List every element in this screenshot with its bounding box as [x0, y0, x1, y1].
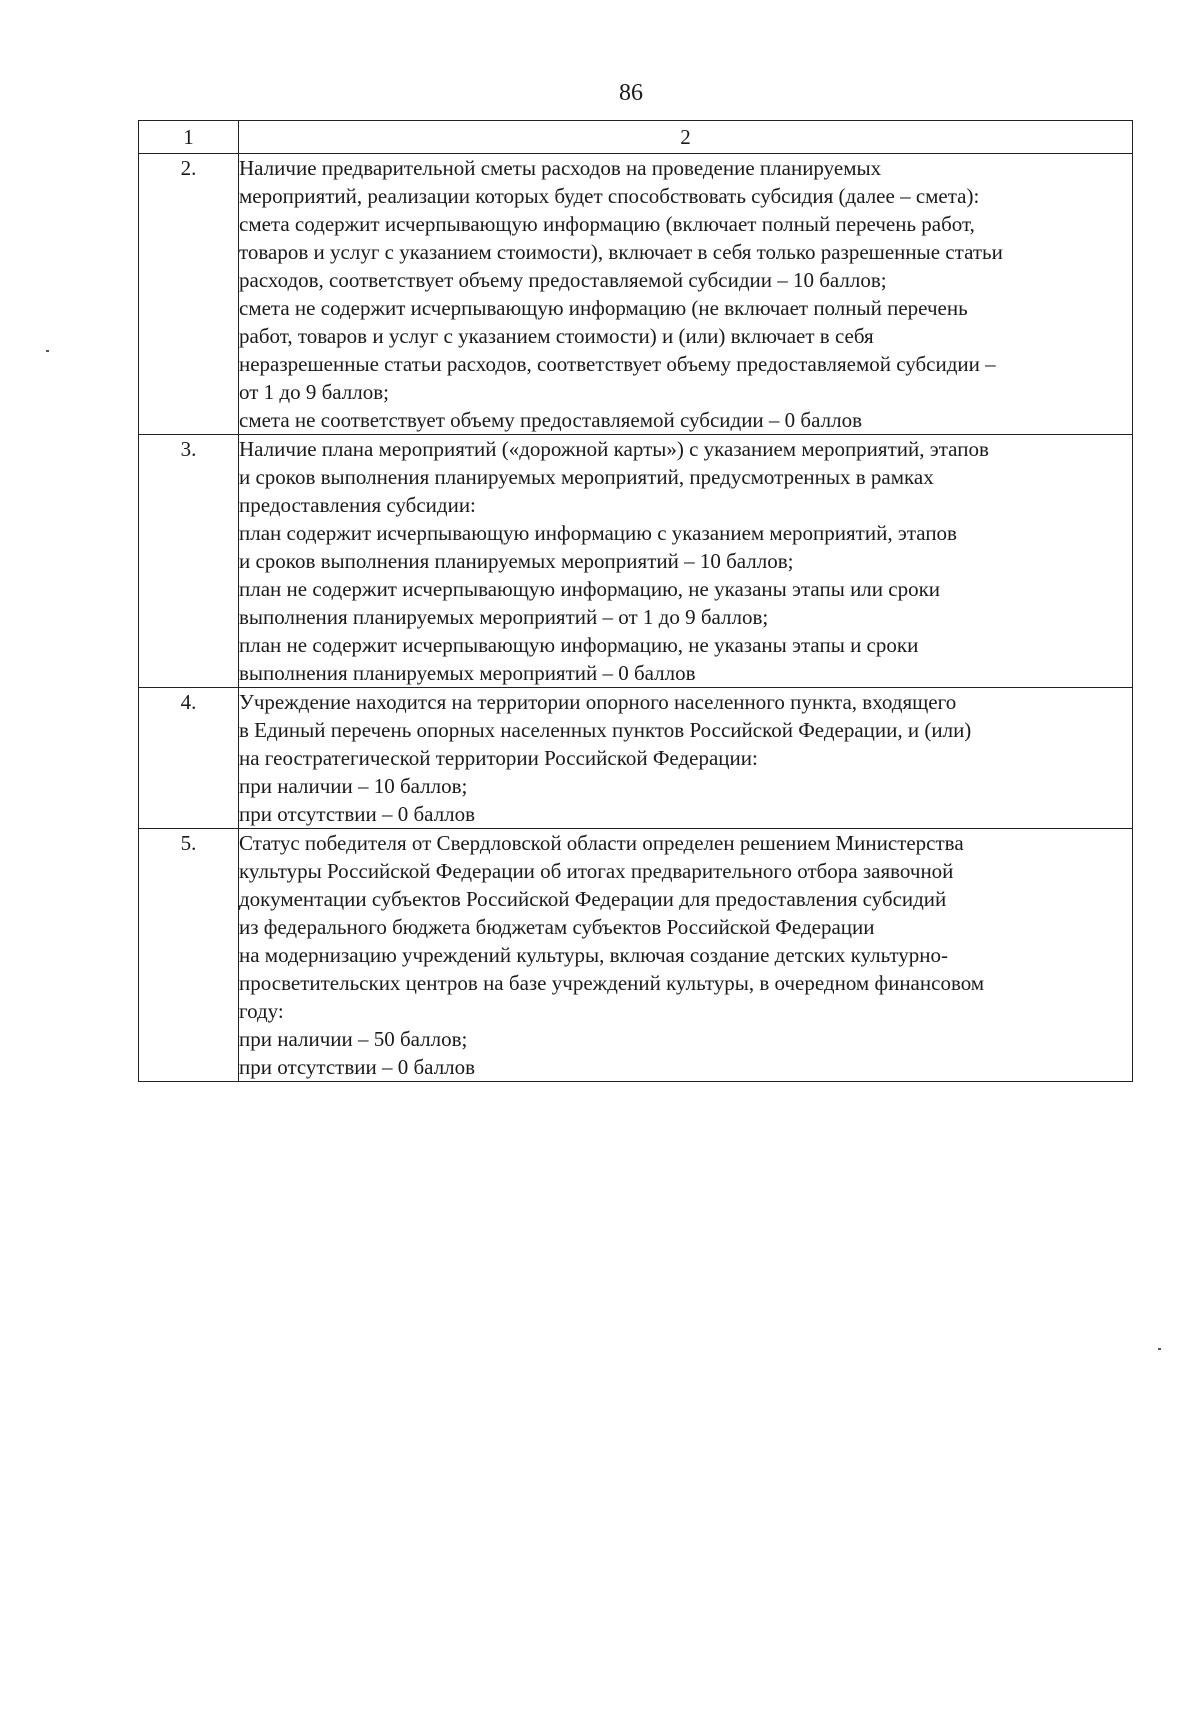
header-cell-criterion: 2 [239, 121, 1133, 154]
criterion-text-line: смета содержит исчерпывающую информацию (включает полный перечень работ, [239, 212, 975, 236]
criterion-text-line: предоставления субсидии: [239, 493, 476, 517]
criterion-text-line: неразрешенные статьи расходов, соответствует объему предоставляемой субсидии – [239, 352, 996, 376]
table-row [139, 435, 1133, 688]
criterion-text-line: просветительских центров на базе учреждений культуры, в очередном финансовом [239, 971, 985, 995]
criterion-text-line: работ, товаров и услуг с указанием стоимости) и (или) включает в себя [239, 324, 874, 348]
criterion-text-cell [239, 435, 1133, 688]
criterion-text-line: культуры Российской Федерации об итогах предварительного отбора заявочной [239, 859, 954, 883]
criterion-text-line: и сроков выполнения планируемых мероприятий – 10 баллов; [239, 549, 794, 573]
row-number-cell: 5. [139, 829, 239, 1082]
criterion-text-line: при отсутствии – 0 баллов [239, 802, 476, 826]
criterion-text-line: смета не содержит исчерпывающую информацию (не включает полный перечень [239, 296, 968, 320]
criterion-text-line: план не содержит исчерпывающую информацию, не указаны этапы или сроки [239, 577, 941, 601]
criterion-text-line: из федерального бюджета бюджетам субъектов Российской Федерации [239, 915, 875, 939]
header-cell-number: 1 [139, 121, 239, 154]
table-body [139, 154, 1133, 1082]
criterion-text-line: документации субъектов Российской Федерации для предоставления субсидий [239, 887, 947, 911]
scan-speck [46, 350, 49, 352]
criterion-text-line: при наличии – 50 баллов; [239, 1027, 468, 1051]
table-row [139, 688, 1133, 829]
table-row [139, 154, 1133, 435]
criterion-text-line: расходов, соответствует объему предоставляемой субсидии – 10 баллов; [239, 268, 887, 292]
criterion-text-line: при наличии – 10 баллов; [239, 774, 468, 798]
table-header-row [139, 121, 1133, 154]
table-row [139, 829, 1133, 1082]
criterion-text-line: в Единый перечень опорных населенных пунктов Российской Федерации, и (или) [239, 718, 972, 742]
criterion-text-line: от 1 до 9 баллов; [239, 380, 389, 404]
criterion-text-cell [239, 154, 1133, 435]
criterion-text-line: выполнения планируемых мероприятий – от 1 до 9 баллов; [239, 605, 769, 629]
criterion-text-line: Наличие плана мероприятий («дорожной карты») с указанием мероприятий, этапов [239, 437, 989, 461]
criterion-text-line: на модернизацию учреждений культуры, включая создание детских культурно- [239, 943, 949, 967]
criterion-text-cell [239, 688, 1133, 829]
criterion-text-line: Статус победителя от Свердловской области определен решением Министерства [239, 831, 964, 855]
criterion-text-line: план содержит исчерпывающую информацию с указанием мероприятий, этапов [239, 521, 957, 545]
criteria-table [138, 120, 1133, 1082]
criterion-text-line: смета не соответствует объему предоставляемой субсидии – 0 баллов [239, 408, 862, 432]
row-number-cell: 2. [139, 154, 239, 435]
criterion-text-line: году: [239, 999, 284, 1023]
scan-speck [1158, 1348, 1161, 1350]
criterion-text-line: на геостратегической территории Российской Федерации: [239, 746, 758, 770]
criterion-text-cell [239, 829, 1133, 1082]
criterion-text-line: при отсутствии – 0 баллов [239, 1055, 476, 1079]
row-number-cell: 3. [139, 435, 239, 688]
page-number: 86 [619, 80, 643, 106]
criterion-text-line: мероприятий, реализации которых будет способствовать субсидия (далее – смета): [239, 184, 980, 208]
criterion-text-line: Учреждение находится на территории опорного населенного пункта, входящего [239, 690, 957, 714]
criterion-text-line: товаров и услуг с указанием стоимости), включает в себя только разрешенные статьи [239, 240, 1003, 264]
row-number-cell: 4. [139, 688, 239, 829]
criterion-text-line: выполнения планируемых мероприятий – 0 баллов [239, 661, 696, 685]
criterion-text-line: план не содержит исчерпывающую информацию, не указаны этапы и сроки [239, 633, 919, 657]
criterion-text-line: и сроков выполнения планируемых мероприятий, предусмотренных в рамках [239, 465, 934, 489]
criterion-text-line: Наличие предварительной сметы расходов на проведение планируемых [239, 156, 882, 180]
